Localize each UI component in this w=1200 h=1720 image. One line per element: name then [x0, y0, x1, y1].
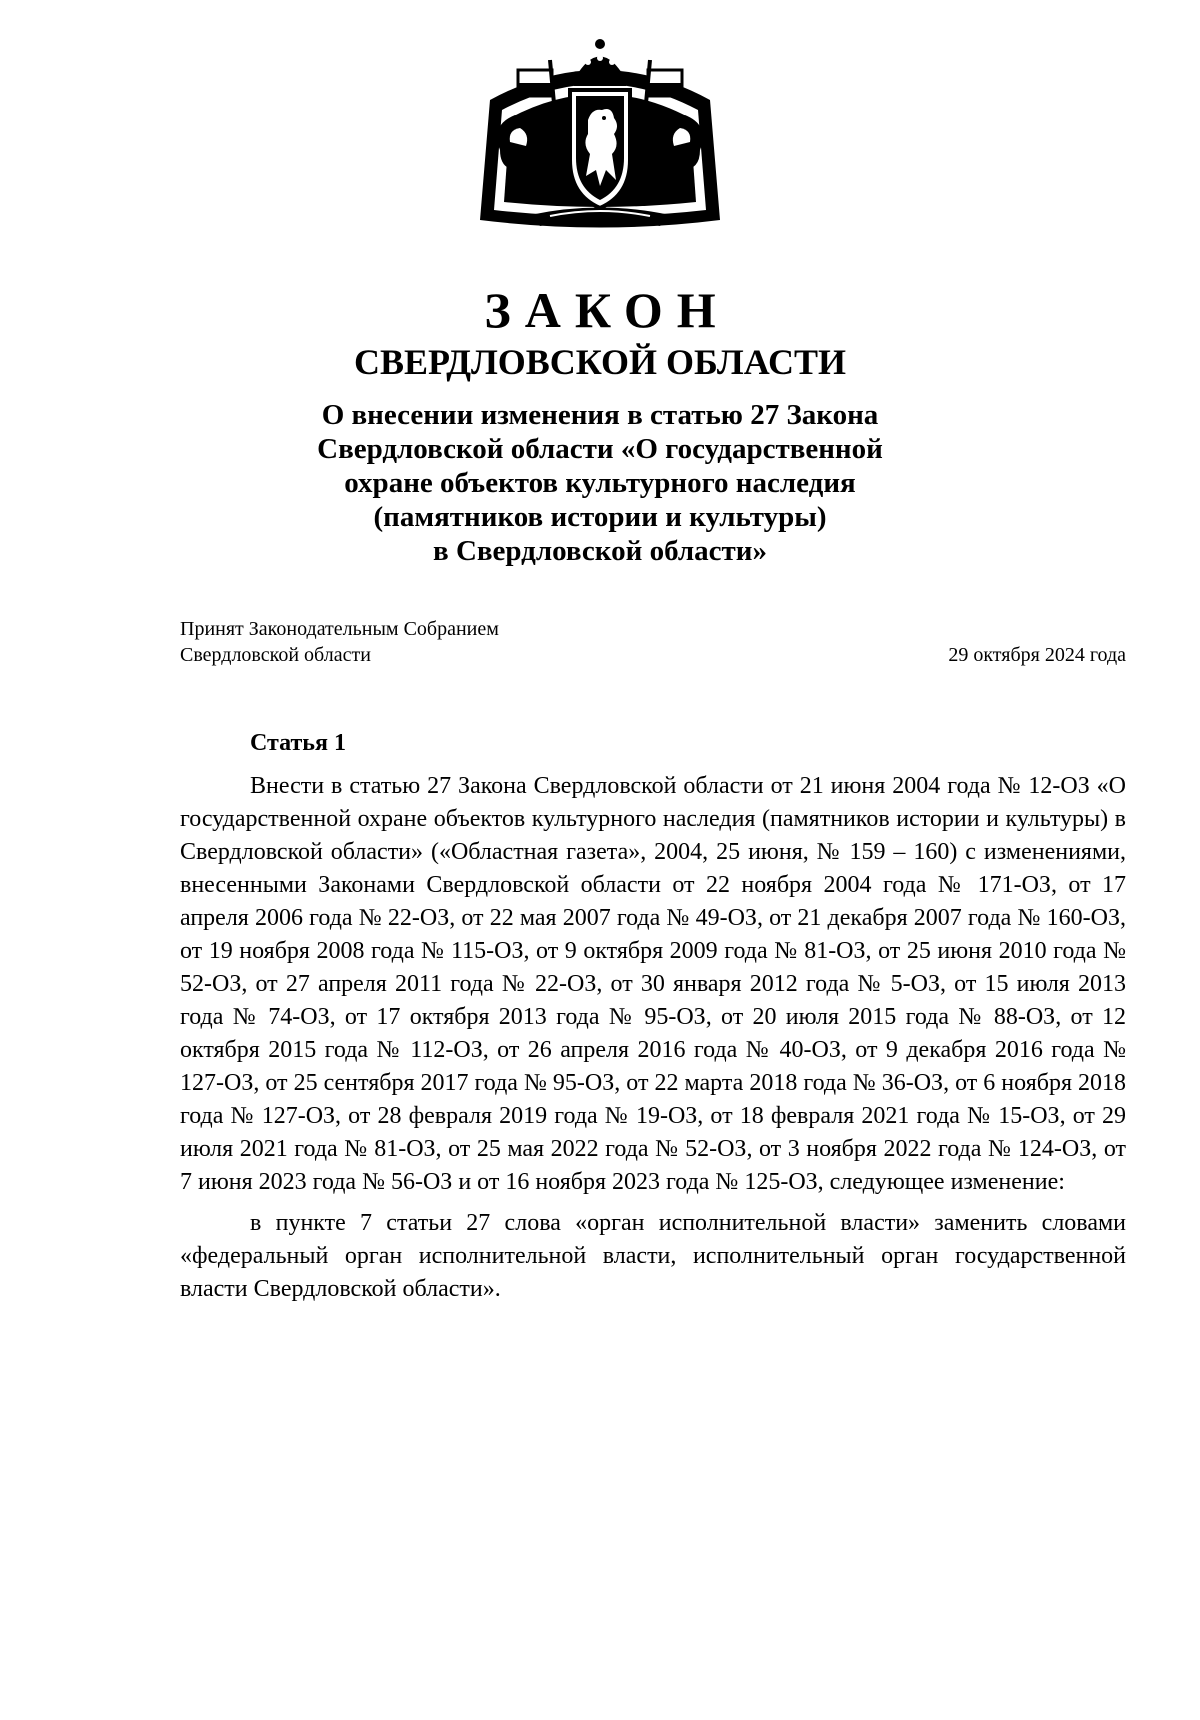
adoption-line: Свердловской области: [180, 644, 371, 666]
adoption-date: 29 октября 2024 года: [948, 644, 1126, 666]
law-name-line: (памятников истории и культуры): [373, 501, 827, 533]
adoption-line: Принят Законодательным Собранием: [180, 618, 499, 640]
article-paragraph: Внести в статью 27 Закона Свердловской области от 21 июня 2004 года № 12-ОЗ «О государственной охране объектов культурного наследия (памятников истории и культуры) в Свердловской области» («Областная газета», 2004, 25 июня, № 159 – 160) с изменениями, внесенными Законами Свердловской области от 22 ноября 2004 года № 171-ОЗ, от 17 апреля 2006 года № 22-ОЗ, от 22 мая 2007 года № 49-ОЗ, от 21 декабря 2007 года № 160-ОЗ, от 19 ноября 2008 года № 115-ОЗ, от 9 октября 2009 года № 81-ОЗ, от 25 июня 2010 года № 52-ОЗ, от 27 апреля 2011 года № 22-ОЗ, от 30 января 2012 года № 5-ОЗ, от 15 июля 2013 года № 74-ОЗ, от 17 октября 2013 года № 95-ОЗ, от 20 июля 2015 года № 88-ОЗ, от 12 октября 2015 года № 112-ОЗ, от 26 апреля 2016 года № 40-ОЗ, от 9 декабря 2016 года № 127-ОЗ, от 25 сентября 2017 года № 95-ОЗ, от 22 марта 2018 года № 36-ОЗ, от 6 ноября 2018 года № 127-ОЗ, от 28 февраля 2019 года № 19-ОЗ, от 18 февраля 2021 года № 15-ОЗ, от 29 июля 2021 года № 81-ОЗ, от 25 мая 2022 года № 52-ОЗ, от 3 ноября 2022 года № 124-ОЗ, от 7 июня 2023 года № 56-ОЗ и от 16 ноября 2023 года № 125-ОЗ, следующее изменение:: [180, 773, 1126, 1195]
law-name-line: О внесении изменения в статью 27 Закона: [321, 399, 879, 431]
law-name-line: охране объектов культурного наследия: [344, 467, 856, 499]
region-title: СВЕРДЛОВСКОЙ ОБЛАСТИ: [354, 342, 846, 382]
law-title: ЗАКОН: [484, 282, 730, 338]
adoption-statement: [180, 616, 680, 668]
law-name: [250, 398, 950, 568]
article-heading: Статья 1: [250, 730, 346, 756]
coat-of-arms-icon: [470, 30, 730, 235]
article-body: [180, 770, 1126, 1306]
law-name-line: в Свердловской области»: [433, 535, 767, 567]
article-paragraph: в пункте 7 статьи 27 слова «орган исполнительной власти» заменить словами «федеральный орган исполнительной власти, исполнительный орган государственной власти Свердловской области».: [180, 1210, 1126, 1302]
law-name-line: Свердловской области «О государственной: [317, 433, 883, 465]
